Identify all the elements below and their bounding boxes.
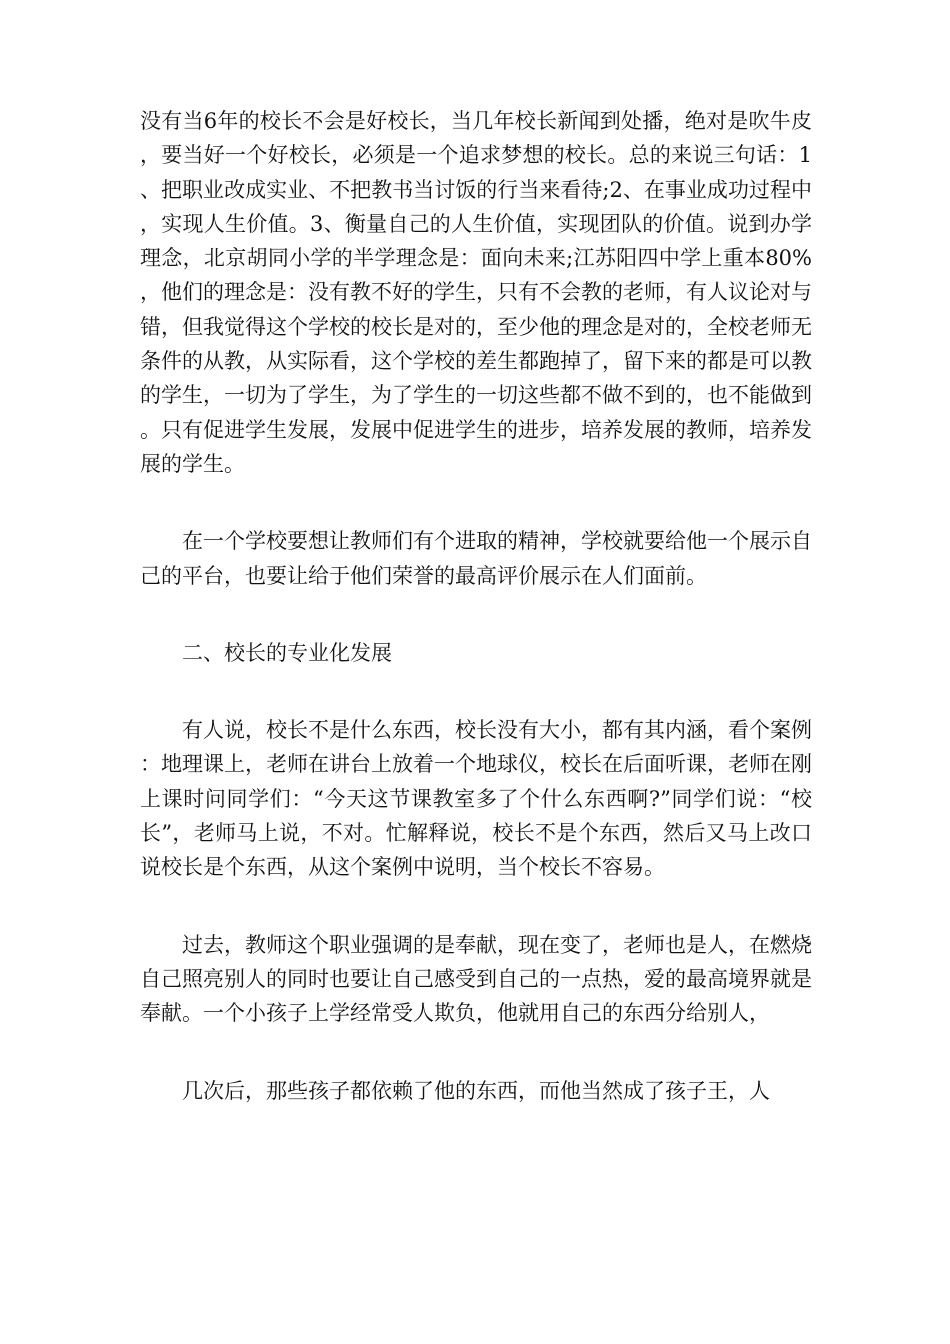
section-heading: 二、校长的专业化发展 bbox=[182, 640, 392, 665]
paragraph-continuation: 几次后，那些孩子都依赖了他的东西，而他当然成了孩子王，人 bbox=[182, 1078, 770, 1103]
paragraph-gap bbox=[140, 593, 812, 636]
paragraph-gap bbox=[140, 1031, 812, 1074]
paragraph-teacher-dedication: 过去，教师这个职业强调的是奉献，现在变了，老师也是人，在燃烧自己照亮别人的同时也要让自己感受到自己的一点热，爱的最高境界就是奉献。一个小孩子上学经常受人欺负，他就用自己的东西分给别人， bbox=[140, 932, 812, 1026]
paragraph-gap bbox=[140, 885, 812, 928]
document-page bbox=[140, 104, 812, 1108]
paragraph-gap bbox=[140, 670, 812, 713]
paragraph-gap bbox=[140, 481, 812, 524]
paragraph-principal-case: 有人说，校长不是什么东西，校长没有大小，都有其内涵，看个案例：地理课上，老师在讲台上放着一个地球仪，校长在后面听课，老师在刚上课时问同学们：“今天这节课教室多了个什么东西啊?”同学们说：“校长”，老师马上说，不对。忙解释说，校长不是个东西，然后又马上改口说校长是个东西，从这个案例中说明，当个校长不容易。 bbox=[140, 718, 812, 880]
paragraph-teacher-platform: 在一个学校要想让教师们有个进取的精神，学校就要给他一个展示自己的平台，也要让给于他们荣誉的最高评价展示在人们面前。 bbox=[140, 529, 812, 588]
paragraph-principal-vision: 没有当6年的校长不会是好校长，当几年校长新闻到处播，绝对是吹牛皮，要当好一个好校长，必须是一个追求梦想的校长。总的来说三句话：1、把职业改成实业、不把教书当讨饭的行当来看待;2、在事业成功过程中，实现人生价值。3、衡量自己的人生价值，实现团队的价值。说到办学理念，北京胡同小学的半学理念是：面向未来;江苏阳四中学上重本80%，他们的理念是：没有教不好的学生，只有不会教的老师，有人议论对与错，但我觉得这个学校的校长是对的，至少他的理念是对的，全校老师无条件的从教，从实际看，这个学校的差生都跑掉了，留下来的都是可以教的学生，一切为了学生，为了学生的一切这些都不做不到的，也不能做到。只有促进学生发展，发展中促进学生的进步，培养发展的教师，培养发展的学生。 bbox=[140, 109, 812, 476]
